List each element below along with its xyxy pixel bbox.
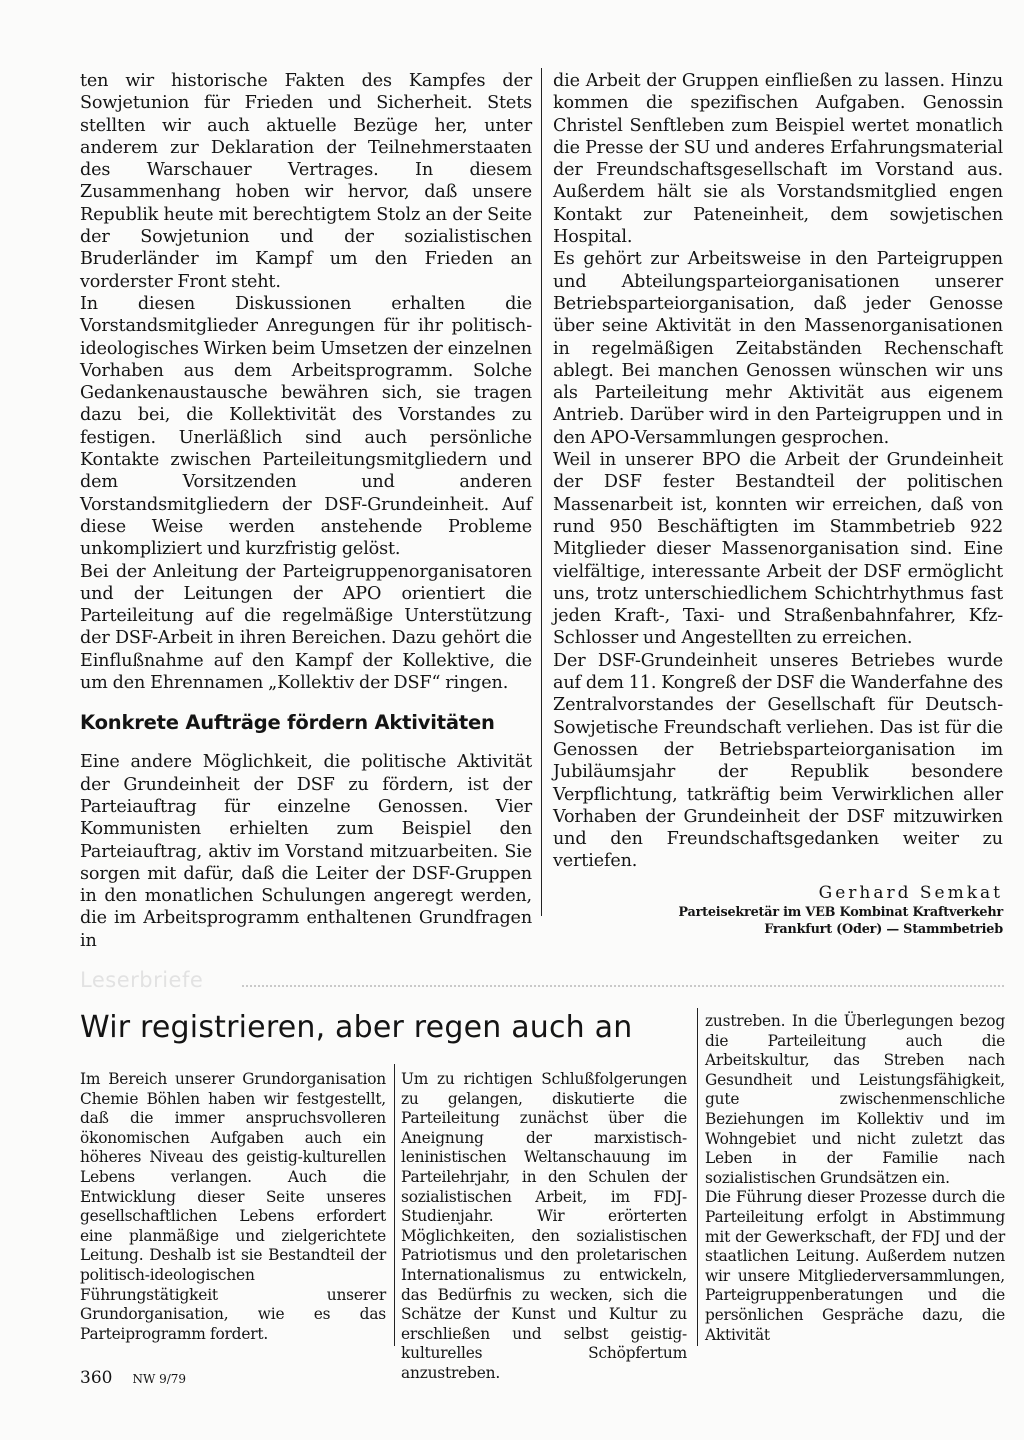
paragraph: zustreben. In die Überlegungen bezog die Parteileitung auch die Arbeitskultur, das Streben nach Gesundheit und Leistungsfähigkeit, gute zwischenmenschliche Beziehungen im Kollektiv und im Wohngebiet und nicht zuletzt das Leben in der Familie nach sozialistischen Grundsätzen ein. (705, 1012, 1005, 1187)
column-divider (394, 1064, 395, 1346)
paragraph: In diesen Diskussionen erhalten die Vorstandsmitglieder Anregungen für ihr politisch-ideologisches Wirken beim Umsetzen der einzelnen Vorhaben aus dem Arbeitsprogramm. Solche Gedankenaustausche bewähren sich, sie tragen dazu bei, die Kollektivität des Vorstandes zu festigen. Unerläßlich sind auch persönliche Kontakte zwischen Parteileitungsmitgliedern und dem Vorsitzenden und anderen Vorstandsmitgliedern der DSF-Grundeinheit. Auf diese Weise werden anstehende Probleme unkompliziert und kurzfristig gelöst. (80, 293, 532, 560)
article2-headline: Wir registrieren, aber regen auch an (80, 1010, 633, 1045)
column-divider (541, 68, 542, 916)
section-label: Leserbriefe (80, 968, 204, 992)
article2-column-1 (80, 1070, 386, 1344)
article2-column-2 (401, 1070, 687, 1384)
paragraph: die Arbeit der Gruppen einfließen zu lassen. Hinzu kommen die spezifischen Aufgaben. Genossin Christel Senftleben zum Beispiel wertet monatlich die Presse der SU und anderes Erfahrungsmaterial der Freundschaftsgesellschaft im Vorstand aus. Außerdem hält sie als Vorstandsmitglied engen Kontakt zur Pateneinheit, dem sowjetischen Hospital. (553, 71, 1003, 248)
author-location: Frankfurt (Oder) — Stammbetrieb (764, 921, 1003, 937)
paragraph: Im Bereich unserer Grundorganisation Chemie Böhlen haben wir festgestellt, daß die immer anspruchsvolleren ökonomischen Aufgaben auch ein höheres Niveau des geistig-kulturellen Lebens verlangen. Auch die Entwicklung dieser Seite unseres gesellschaftlichen Lebens erfordert eine planmäßige und zielgerichtete Leitung. Deshalb ist sie Bestandteil der politisch-ideologischen Führungstätigkeit unserer Grundorganisation, wie es das Parteiprogramm fordert. (80, 1070, 386, 1343)
author-name: Gerhard Semkat (818, 882, 1003, 903)
page-footer (80, 1368, 186, 1388)
section-rule (242, 985, 1004, 987)
article1-column-2 (553, 70, 1003, 938)
article2-column-3 (705, 1012, 1005, 1345)
article1-column-1 (80, 70, 532, 952)
paragraph: Eine andere Möglichkeit, die politische Aktivität der Grundeinheit der DSF zu fördern, ist der Parteiauftrag für einzelne Genossen. Vier Kommunisten erhielten zum Beispiel den Parteiauftrag, aktiv im Vorstand mitzuarbeiten. Sie sorgen mit dafür, daß die Leiter der DSF-Gruppen in den monatlichen Schulungen angeregt werden, die im Arbeitsprogramm enthaltenen Grundfragen in (80, 752, 532, 951)
issue-label: NW 9/79 (132, 1372, 187, 1386)
paragraph: Bei der Anleitung der Parteigruppenorganisatoren und der Leitungen der APO orientiert die Parteileitung auf die regelmäßige Unterstützung der DSF-Arbeit in ihren Bereichen. Dazu gehört die Einflußnahme auf den Kampf der Kollektive, die um den Ehrennamen „Kollektiv der DSF“ ringen. (80, 561, 532, 694)
column-divider (697, 1008, 698, 1346)
paragraph: ten wir historische Fakten des Kampfes der Sowjetunion für Frieden und Sicherheit. Stets stellten wir auch aktuelle Bezüge her, unter anderem zur Deklaration der Teilnehmerstaaten des Warschauer Vertrages. In diesem Zusammenhang hoben wir hervor, daß unsere Republik heute mit berechtigtem Stolz an der Seite der Sowjetunion und der sozialistischen Bruderländer im Kampf um den Frieden an vorderster Front steht. (80, 71, 532, 292)
paragraph: Der DSF-Grundeinheit unseres Betriebes wurde auf dem 11. Kongreß der DSF die Wanderfahne des Zentralvorstandes der Gesellschaft für Deutsch-Sowjetische Freundschaft verliehen. Das ist für die Genossen der Betriebsparteiorganisation im Jubiläumsjahr der Republik besondere Verpflichtung, tatkräftig beim Verwirklichen aller Vorhaben der Grundeinheit der DSF mitzuwirken und den Freundschaftsgedanken weiter zu vertiefen. (553, 650, 1003, 872)
page-number: 360 (80, 1368, 113, 1388)
paragraph: Die Führung dieser Prozesse durch die Parteileitung erfolgt in Abstimmung mit der Gewerkschaft, der FDJ und der staatlichen Leitung. Außerdem nutzen wir unsere Mitgliederversammlungen, Parteigruppenberatungen und die persönlichen Gespräche dazu, die Aktivität (705, 1188, 1005, 1344)
paragraph: Weil in unserer BPO die Arbeit der Grundeinheit der DSF fester Bestandteil der politischen Massenarbeit ist, konnten wir erreichen, daß von rund 950 Beschäftigten im Stammbetrieb 922 Mitglieder dieser Massenorganisation sind. Eine vielfältige, interessante Arbeit der DSF ermöglicht uns, trotz unterschiedlichem Schichtrhythmus fast jeden Kraft-, Taxi- und Straßenbahnfahrer, Kfz-Schlosser und Angestellten zu erreichen. (553, 450, 1003, 649)
paragraph: Um zu richtigen Schlußfolgerungen zu gelangen, diskutierte die Parteileitung zunächst über die Aneignung der marxistisch-leninistischen Weltanschauung im Parteilehrjahr, in den Schulen der sozialistischen Arbeit, im FDJ-Studienjahr. Wir erörterten Möglichkeiten, den sozialistischen Patriotismus und den proletarischen Internationalismus zu entwickeln, das Bedürfnis zu wecken, sich die Schätze der Kunst und Kultur zu erschließen und selbst geistig-kulturelles Schöpfertum anzustreben. (401, 1070, 687, 1382)
subheading: Konkrete Aufträge fördern Aktivitäten (80, 711, 495, 735)
paragraph: Es gehört zur Arbeitsweise in den Parteigruppen und Abteilungsparteiorganisationen unserer Betriebsparteiorganisation, daß jeder Genosse über seine Aktivität in den Massenorganisationen in regelmäßigen Zeitabständen Rechenschaft ablegt. Bei manchen Genossen wünschen wir uns als Parteileitung mehr Aktivität aus eigenem Antrieb. Darüber wird in den Parteigruppen und in den APO-Versammlungen gesprochen. (553, 249, 1003, 448)
author-role: Parteisekretär im VEB Kombinat Kraftverkehr (678, 904, 1003, 920)
